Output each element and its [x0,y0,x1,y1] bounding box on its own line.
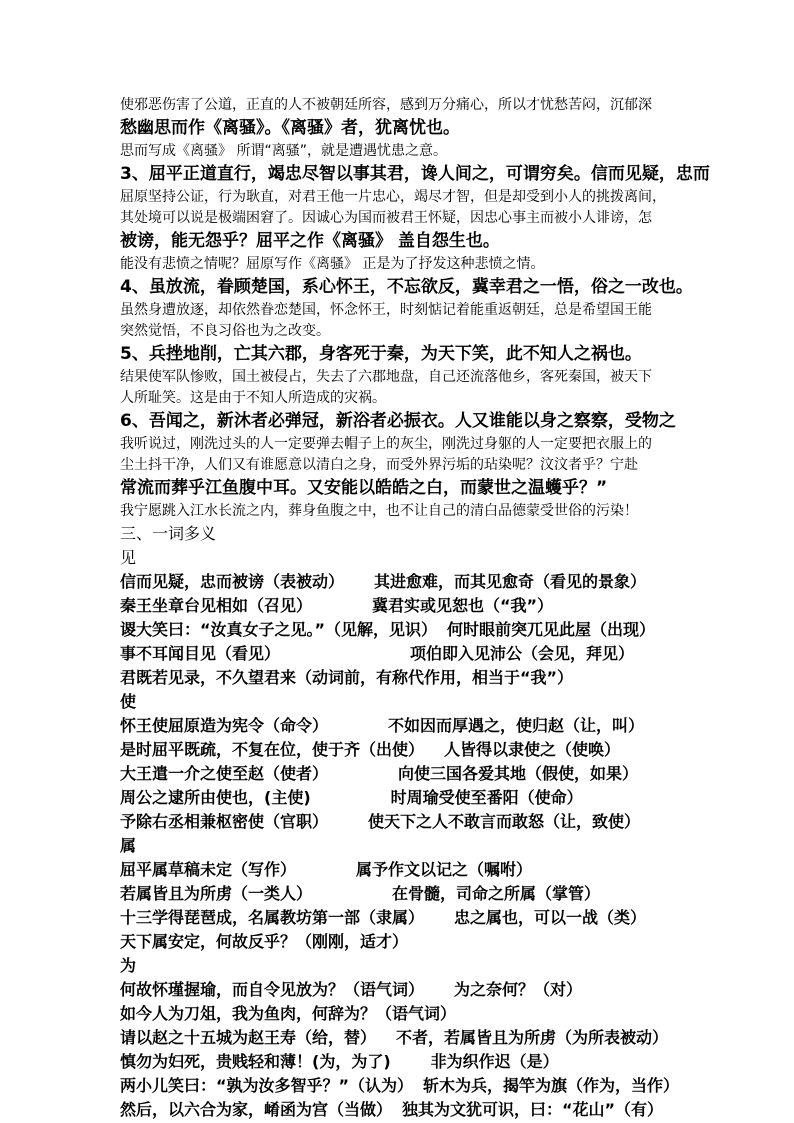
example-left: 大王遣一介之使至赵（使者） [120,764,329,783]
example-right: 时周瑜受使至番阳（使命） [390,788,583,807]
example-left: 何故怀瑾握瑜，而自令见放为？（语气词） [120,980,425,999]
source-text-line: 被谤，能无怨乎？屈平之作《离骚》 盖自怨生也。 [120,231,500,251]
group-word: 见 [120,548,137,567]
example-row [120,1002,680,1026]
example-right: 斩木为兵，揭竿为旗（作为，当作） [423,1076,680,1095]
translation-line: 人所耻笑。这是由于不知人所造成的灾祸。 [120,390,386,406]
example-left: 谡大笑曰：“汝真女子之见。”（见解，见识） [120,620,438,639]
example-right: 在骨髓，司命之所属（掌管） [392,884,601,903]
example-right: 属予作文以记之（嘱咐） [356,860,533,879]
example-row [120,642,680,666]
example-row [120,882,680,906]
section-3 [120,162,710,275]
source-text-line: 愁幽思而作《离骚》。《离骚》者，犹离忧也。 [120,118,460,138]
example-row [120,666,680,690]
example-row [120,1098,680,1122]
polysemy-groups [120,546,680,1122]
translation-line: 其处境可以说是极端困窘了。因诚心为国而被君王怀疑，因忠心事主而被小人诽谤，怎 [120,210,652,226]
example-left: 十三学得琵琶成，名属教坊第一部（隶属） [120,908,425,927]
example-left: 信而见疑，忠而被谤（表被动） [120,572,345,591]
example-row [120,858,680,882]
example-left: 请以赵之十五城为赵王寿（给，替） [120,1028,377,1047]
example-row [120,906,680,930]
example-row [120,786,680,810]
example-left: 天下属安定，何故反乎？（刚刚，适才） [120,932,409,951]
example-left: 秦王坐章台见相如（召见） [120,596,313,615]
group-word: 为 [120,956,137,975]
translation-line: 使邪恶伤害了公道，正直的人不被朝廷所容，感到万分痛心，所以才忧愁苦闷，沉郁深 [120,97,652,113]
group-word: 使 [120,692,137,711]
source-text-line: 5、兵挫地削，亡其六郡，身客死于秦，为天下笑，此不知人之祸也。 [120,344,642,364]
example-row [120,978,680,1002]
example-row [120,1074,680,1098]
example-left: 若属皆且为所虏（一类人） [120,884,313,903]
translation-line: 屈原坚持公证，行为耿直，对君王他一片忠心，竭尽才智，但是却受到小人的挑拨离间， [120,189,666,205]
example-row [120,810,680,834]
example-right: 独其为文犹可识，曰：“花山”（有） [402,1100,664,1119]
example-left: 周公之逮所由使也，(主使) [120,788,311,807]
example-right: 冀君实或见恕也（“我”） [372,596,554,615]
translation-line: 结果使军队惨败，国土被侵占，失去了六郡地盘，自己还流落他乡，客死秦国，被天下 [120,369,652,385]
section-4 [120,275,693,342]
example-right: 人皆得以隶使之（使唤） [444,740,621,759]
example-left: 怀王使屈原造为宪令（命令） [120,716,329,735]
example-row [120,1050,680,1074]
example-row [120,618,680,642]
translation-line: 能没有悲愤之情呢？屈原写作《离骚》 正是为了抒发这种悲愤之情。 [120,256,545,272]
example-left: 如今人为刀俎，我为鱼肉，何辞为？（语气词） [120,1004,457,1023]
example-left: 予除右丞相兼枢密使（官职） [120,812,329,831]
example-row [120,1026,680,1050]
group-word: 属 [120,836,137,855]
example-left: 然后，以六合为家，崤函为宫（当做） [120,1100,393,1119]
example-left: 事不耳闻目见（看见） [120,644,281,663]
example-right: 项伯即入见沛公（会见，拜见） [410,644,635,663]
example-left: 君既若见录，不久望君来（动词前，有称代作用，相当于“我”） [120,668,574,687]
source-text-line: 常流而葬乎江鱼腹中耳。又安能以皓皓之白，而蒙世之温蠖乎？” [120,478,608,498]
example-right: 向使三国各爱其地（假使，如果） [398,764,639,783]
translation-line: 尘土抖干净，人们又有谁愿意以清白之身，而受外界污垢的玷染呢？汶汶者乎？宁赴 [120,457,638,473]
translation-line: 我听说过，刚洗过头的人一定要弹去帽子上的灰尘，刚洗过身躯的人一定要把衣服上的 [120,436,652,452]
example-left: 慎勿为妇死，贵贱轻和薄！(为，为了) [120,1052,391,1071]
example-right: 忠之属也，可以一战（类） [454,908,647,927]
example-row [120,594,680,618]
section-heading: 三、一词多义 [120,524,217,543]
example-right: 为之奈何？（对） [454,980,583,999]
example-left: 是时屈平既疏，不复在位，使于齐（出使） [120,740,425,759]
document-page [120,0,710,1122]
example-row [120,714,680,738]
example-row [120,570,680,594]
example-right: 使天下之人不敢言而敢怒（让，致使） [368,812,641,831]
translation-line: 虽然身遭放逐，却依然眷恋楚国，怀念怀王，时刻惦记着能重返朝廷，总是希望国王能 [120,302,652,318]
section-5 [120,342,680,409]
source-text-line: 6、吾闻之，新沐者必弹冠，新浴者必振衣。人又谁能以身之察察，受物之 [120,411,676,431]
section-6 [120,409,680,522]
example-row [120,762,680,786]
example-right: 不如因而厚遇之，使归赵（让，叫） [388,716,645,735]
example-right: 何时眼前突兀见此屋（出现） [447,620,656,639]
example-right: 其进愈难，而其见愈奇（看见的景象） [374,572,647,591]
source-text-line: 4、虽放流，眷顾楚国，系心怀王，不忘欲反，冀幸君之一悟，俗之一改也。 [120,277,693,297]
translation-line: 我宁愿跳入江水长流之内，葬身鱼腹之中，也不让自己的清白品德蒙受世俗的污染！ [120,503,638,519]
example-right: 不者，若属皆且为所虏（为所表被动） [396,1028,669,1047]
translation-line: 突然觉悟，不良习俗也为之改变。 [120,323,330,339]
source-text-line: 3、屈平正道直行，竭忠尽智以事其君，谗人间之，可谓穷矣。信而见疑，忠而 [120,164,710,184]
example-row [120,738,680,762]
example-right: 非为织作迟（是） [430,1052,559,1071]
example-left: 两小儿笑曰：“孰为汝多智乎？”（认为） [120,1076,414,1095]
example-left: 屈平属草稿未定（写作） [120,860,297,879]
translation-line: 思而写成《离骚》 所谓“离骚”，就是遭遇忧患之意。 [120,143,447,159]
example-row [120,930,680,954]
